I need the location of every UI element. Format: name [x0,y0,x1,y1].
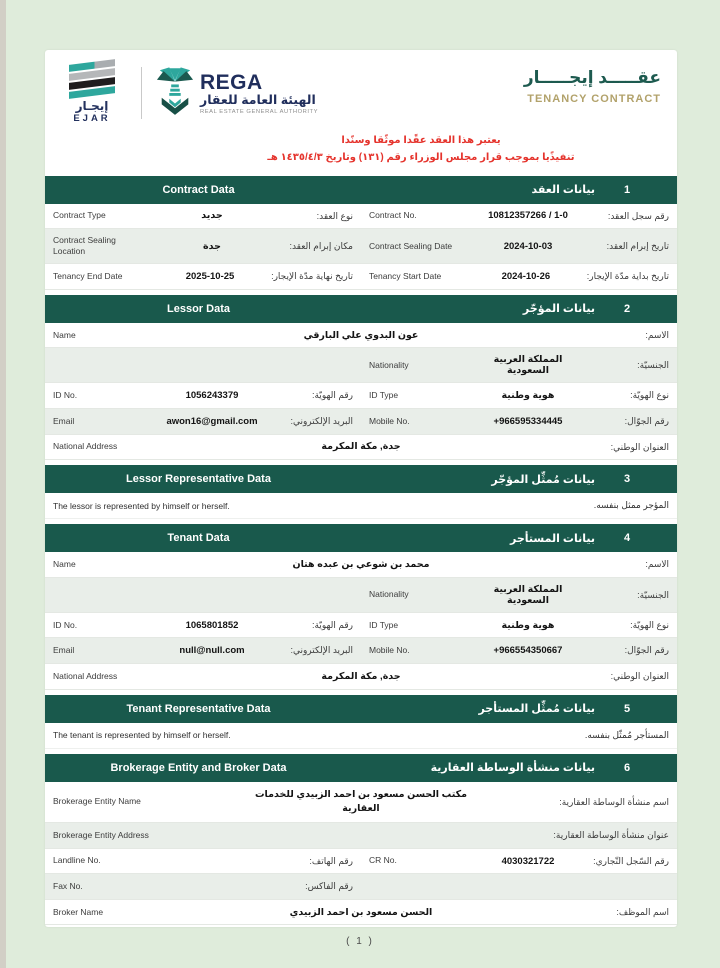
row-left-half [45,229,361,263]
field-label-ar: نوع العقد: [316,210,353,221]
table-row [45,229,677,264]
field-label-en: Email [53,645,75,656]
field-label-en: Name [53,559,76,569]
row-left-half [45,613,361,638]
section-title-ar: بيانات المستأجر [510,532,595,545]
logo-divider [141,67,142,119]
field-label-en: Contract Sealing Date [369,240,453,251]
field-label-en: Brokerage Entity Address [53,829,149,840]
ejar-wordmark-latin: EJAR [73,113,111,125]
field-value: 1065801852 [185,619,239,631]
section-title-en: Lessor Representative Data [126,473,271,486]
row-right-half [361,613,677,638]
section-number: 5 [623,702,631,715]
table-row [45,874,677,900]
row-right-half [361,849,677,874]
rega-english-name: REAL ESTATE GENERAL AUTHORITY [200,108,319,115]
table-row [45,323,677,349]
field-value: عون البدوي علي البارقي [303,329,419,341]
field-label-en: ID Type [369,619,399,630]
field-label-ar: العنوان الوطني: [610,671,669,682]
section-title-en: Contract Data [162,183,235,196]
section-header-contract-data [45,176,677,204]
field-value: +966554350667 [493,645,563,657]
row-right-half [361,348,677,382]
rega-logo [156,66,318,120]
field-label-ar: رقم الجوّال: [624,416,669,427]
field-label-en: National Address [53,441,118,452]
field-label-en: Contract Type [53,210,106,221]
field-value: +966595334445 [493,415,563,427]
field-label-ar: رقم الهاتف: [309,855,353,866]
field-label-ar: تاريخ نهاية مدّة الإيجار: [271,271,353,282]
row-right-half [361,383,677,408]
field-label-ar: رقم السّجل التّجاري: [593,855,669,866]
field-label-en: ID No. [53,619,78,630]
field-label-en: Tenancy End Date [53,271,123,282]
section-number: 1 [623,183,631,196]
field-value: 2024-10-03 [503,240,553,252]
contract-title-english: TENANCY CONTRACT [527,93,661,106]
rega-text-block [200,72,318,115]
field-label-ar: رقم الفاكس: [305,881,353,892]
note-text-en: The lessor is represented by himself or herself. [53,500,230,511]
table-row [45,638,677,664]
row-right-half [361,638,677,663]
table-row [45,664,677,690]
row-right-half [361,229,677,263]
table-row [45,849,677,875]
field-label-en: Broker Name [53,906,104,917]
section-header-lessor-representative [45,465,677,493]
note-text-ar: المستأجر مُمثّل بنفسه. [584,729,669,740]
field-label-en: National Address [53,670,118,681]
contract-document-page [45,50,677,927]
section-header-lessor-data [45,295,677,323]
row-right-half [361,874,677,899]
representative-note-row [45,723,677,749]
row-left-half [45,204,361,229]
legal-note-line1: يعتبر هذا العقد عقًدا موثًقا وسنًدا [341,134,501,146]
section-title-ar: بيانات المؤجّر [522,303,595,316]
field-label-ar: البريد الإلكتروني: [290,645,353,656]
field-label-ar: نوع الهويّة: [630,390,669,401]
field-value: المملكة العربية السعودية [493,583,563,606]
row-left-half [45,264,361,289]
field-label-en: Contract No. [369,210,417,221]
field-label-en: Nationality [369,589,409,600]
table-row [45,409,677,435]
row-right-half [361,578,677,612]
row-right-half [361,264,677,289]
legal-note [195,132,647,166]
field-value: هوية وطنية [501,619,555,631]
row-right-half [361,204,677,229]
field-label-ar: رقم الهويّة: [311,619,353,630]
field-label-ar: رقم سجل العقد: [607,210,669,221]
section-number: 2 [623,302,631,315]
document-header [45,50,677,125]
field-label-ar: تاريخ إبرام العقد: [606,240,669,251]
ejar-logo [57,62,127,125]
field-value: null@null.com [179,645,245,657]
field-value: 1056243379 [185,390,239,402]
field-value: جدة [203,240,221,252]
field-value: 2025-10-25 [185,271,235,283]
row-left-half [45,578,361,612]
section-title-en: Tenant Representative Data [126,702,271,715]
field-label-en: Name [53,329,76,340]
row-left-half [45,348,361,382]
note-text-ar: المؤجر ممثل بنفسه. [593,500,669,511]
table-row [45,348,677,383]
field-label-ar: رقم الهويّة: [311,390,353,401]
field-label-ar: عنوان منشأة الوساطة العقارية: [553,830,669,841]
field-label-en: Brokerage Entity Name [53,796,141,807]
table-row [45,264,677,290]
rega-arabic-name: الهيئة العامة للعقار [200,92,316,107]
representative-note-row [45,493,677,519]
section-header-tenant-representative [45,695,677,723]
viewer-edge-strip [0,0,6,968]
section-title-ar: بيانات العقد [531,184,595,197]
section-title-en: Brokerage Entity and Broker Data [110,761,287,774]
page-number: ( 1 ) [346,936,374,947]
rega-wordmark: REGA [200,70,263,94]
table-row [45,900,677,926]
field-label-ar: تاريخ بداية مدّة الإيجار: [586,271,669,282]
field-label-en: Landline No. [53,855,101,866]
field-label-ar: الاسم: [645,329,669,340]
row-left-half [45,874,361,899]
table-row [45,823,677,849]
note-text-en: The tenant is represented by himself or herself. [53,730,231,741]
section-header-tenant-data [45,524,677,552]
field-value: 2024-10-26 [501,271,551,283]
table-row [45,383,677,409]
field-label-en: ID Type [369,390,399,401]
field-label-ar: مكان إبرام العقد: [289,240,353,251]
field-label-en: Mobile No. [369,415,410,426]
palm-tree-icon [156,66,194,120]
table-row [45,552,677,578]
table-row [45,782,677,824]
section-title-ar: بيانات مُمثِّل المؤجّر [491,473,595,486]
field-label-en: ID No. [53,390,78,401]
row-left-half [45,383,361,408]
field-label-ar: رقم الجوّال: [624,645,669,656]
field-value: جدة, مكة المكرمة [321,670,401,682]
field-value: جدة, مكة المكرمة [321,441,401,453]
logo-group [57,62,318,125]
table-row [45,204,677,230]
field-label-en: Email [53,415,75,426]
section-title-en: Lessor Data [167,302,230,315]
field-label-en: CR No. [369,855,397,866]
section-title-ar: بيانات منشأة الوساطة العقارية [430,762,595,775]
field-value: المملكة العربية السعودية [493,354,563,377]
legal-note-line2: تنفيذًيا بموجب قرار مجلس الوزراء رقم (١٣١) وتاريخ ١٤٣٥/٤/٣ هـ [267,151,575,163]
field-label-en: Nationality [369,359,409,370]
row-left-half [45,638,361,663]
contract-title-block [524,62,661,105]
field-label-ar: نوع الهويّة: [630,619,669,630]
row-left-half [45,409,361,434]
field-value: هوية وطنية [501,390,555,402]
field-label-ar: البريد الإلكتروني: [290,416,353,427]
field-label-ar: الاسم: [645,559,669,570]
table-row [45,613,677,639]
field-value: محمد بن شوعي بن عبده هتان [292,559,430,571]
field-value: 10812357266 / 1-0 [488,210,568,222]
field-label-ar: اسم الموظف: [616,906,669,917]
field-label-en: Tenancy Start Date [369,271,442,282]
section-number: 6 [623,761,631,774]
field-value: مكتب الحسن مسعود بن احمد الزبيدي للخدمات العقارية [254,788,468,814]
section-number: 3 [623,473,631,486]
section-title-en: Tenant Data [167,532,230,545]
table-row [45,435,677,461]
ejar-stripes-icon [69,62,115,96]
field-label-ar: الجنسيّة: [637,360,669,371]
field-label-en: Fax No. [53,881,83,892]
field-label-ar: اسم منشأة الوساطة العقارية: [559,796,669,807]
table-row [45,578,677,613]
contract-title-arabic: عقـــــد إيجـــــار [523,68,661,87]
section-number: 4 [623,532,631,545]
field-value: جديد [201,210,223,222]
field-value: 4030321722 [501,855,555,867]
ejar-wordmark-arabic: إيجـار [75,99,109,113]
field-label-ar: العنوان الوطني: [610,441,669,452]
field-label-ar: الجنسيّة: [637,589,669,600]
section-title-ar: بيانات مُمثِّل المستأجر [478,703,595,716]
section-header-brokerage [45,754,677,782]
field-label-en: Mobile No. [369,645,410,656]
field-value: الحسن مسعود بن احمد الزبيدي [289,906,433,918]
row-right-half [361,409,677,434]
field-label-en: Contract Sealing Location [53,235,116,257]
field-value: awon16@gmail.com [166,415,258,427]
row-left-half [45,849,361,874]
